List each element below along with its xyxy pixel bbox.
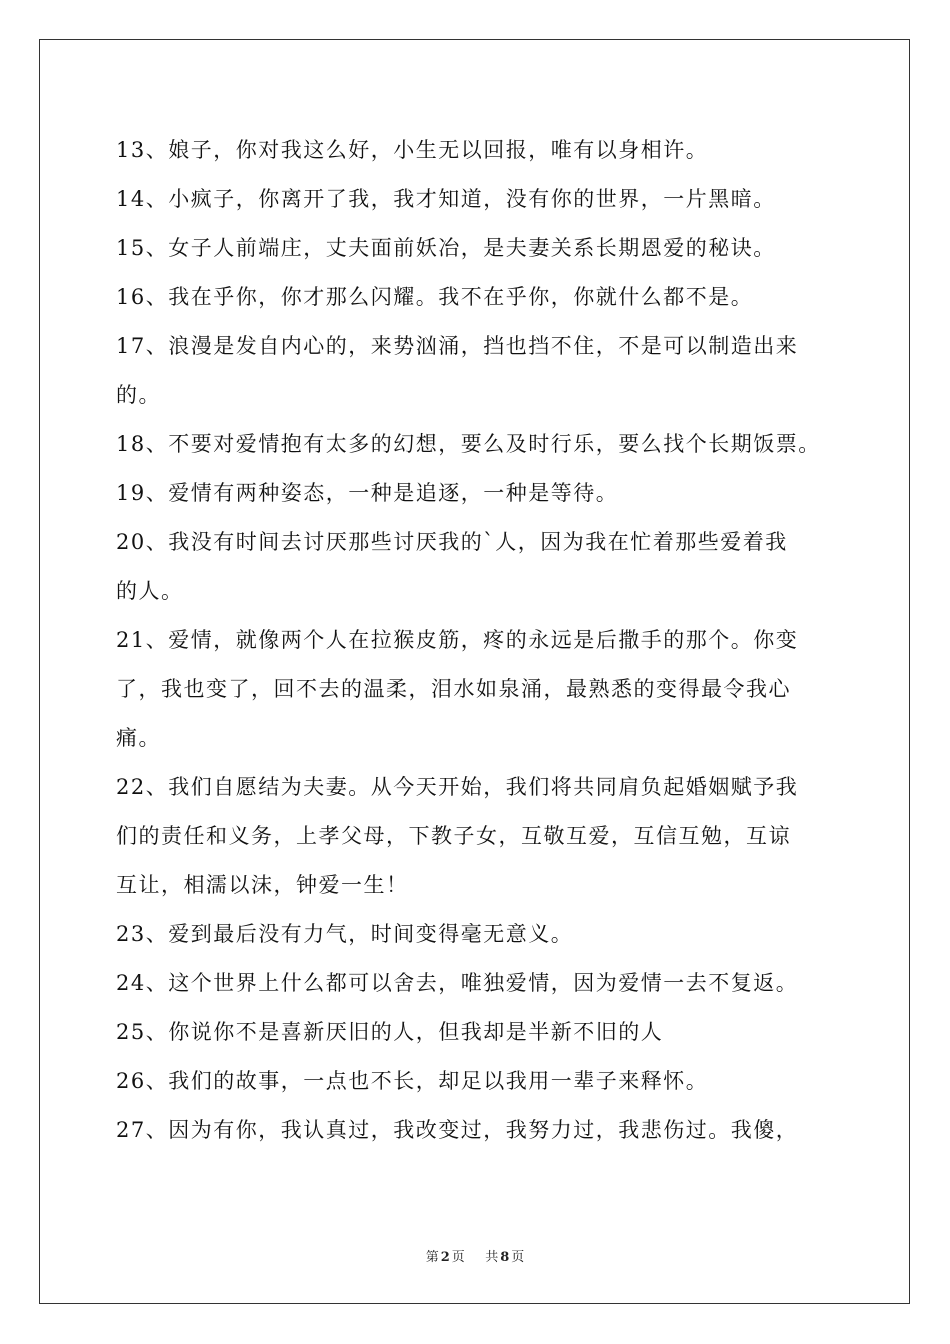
page-number — [424, 1250, 467, 1265]
text-line: 13、娘子，你对我这么好，小生无以回报，唯有以身相许。 — [116, 138, 709, 162]
total-prefix: 共 — [485, 1250, 499, 1265]
text-line: 互让，相濡以沫，钟爱一生！ — [116, 873, 409, 897]
text-line: 们的责任和义务，上孝父母，下教子女，互敬互爱，互信互勉，互谅 — [116, 824, 791, 848]
text-line: 的人。 — [116, 579, 184, 603]
text-line: 25、你说你不是喜新厌旧的人，但我却是半新不旧的人 — [116, 1020, 664, 1044]
total-pages: 8 — [500, 1250, 510, 1265]
text-line: 15、女子人前端庄，丈夫面前妖冶，是夫妻关系长期恩爱的秘诀。 — [116, 236, 776, 260]
text-line: 16、我在乎你，你才那么闪耀。我不在乎你，你就什么都不是。 — [116, 285, 754, 309]
total-suffix: 页 — [511, 1250, 525, 1265]
page-footer — [0, 1246, 950, 1265]
text-line: 痛。 — [116, 726, 161, 750]
text-line: 14、小疯子，你离开了我，我才知道，没有你的世界，一片黑暗。 — [116, 187, 776, 211]
text-line: 17、浪漫是发自内心的，来势汹涌，挡也挡不住，不是可以制造出来 — [116, 334, 799, 358]
current-page: 2 — [440, 1250, 450, 1265]
text-line: 26、我们的故事，一点也不长，却足以我用一辈子来释怀。 — [116, 1069, 709, 1093]
page-suffix: 页 — [451, 1250, 465, 1265]
document-body — [116, 126, 856, 1155]
page-total — [483, 1250, 526, 1265]
text-line: 22、我们自愿结为夫妻。从今天开始，我们将共同肩负起婚姻赋予我 — [116, 775, 799, 799]
text-line: 19、爱情有两种姿态，一种是追逐，一种是等待。 — [116, 481, 619, 505]
text-line: 了，我也变了，回不去的温柔，泪水如泉涌，最熟悉的变得最令我心 — [116, 677, 791, 701]
text-line: 18、不要对爱情抱有太多的幻想，要么及时行乐，要么找个长期饭票。 — [116, 432, 821, 456]
page-prefix: 第 — [425, 1250, 439, 1265]
text-line: 20、我没有时间去讨厌那些讨厌我的`人，因为我在忙着那些爱着我 — [116, 530, 788, 554]
text-line: 24、这个世界上什么都可以舍去，唯独爱情，因为爱情一去不复返。 — [116, 971, 799, 995]
text-line: 21、爱情，就像两个人在拉猴皮筋，疼的永远是后撒手的那个。你变 — [116, 628, 799, 652]
text-line: 的。 — [116, 383, 161, 407]
text-line: 27、因为有你，我认真过，我改变过，我努力过，我悲伤过。我傻， — [116, 1118, 799, 1142]
text-line: 23、爱到最后没有力气，时间变得毫无意义。 — [116, 922, 574, 946]
